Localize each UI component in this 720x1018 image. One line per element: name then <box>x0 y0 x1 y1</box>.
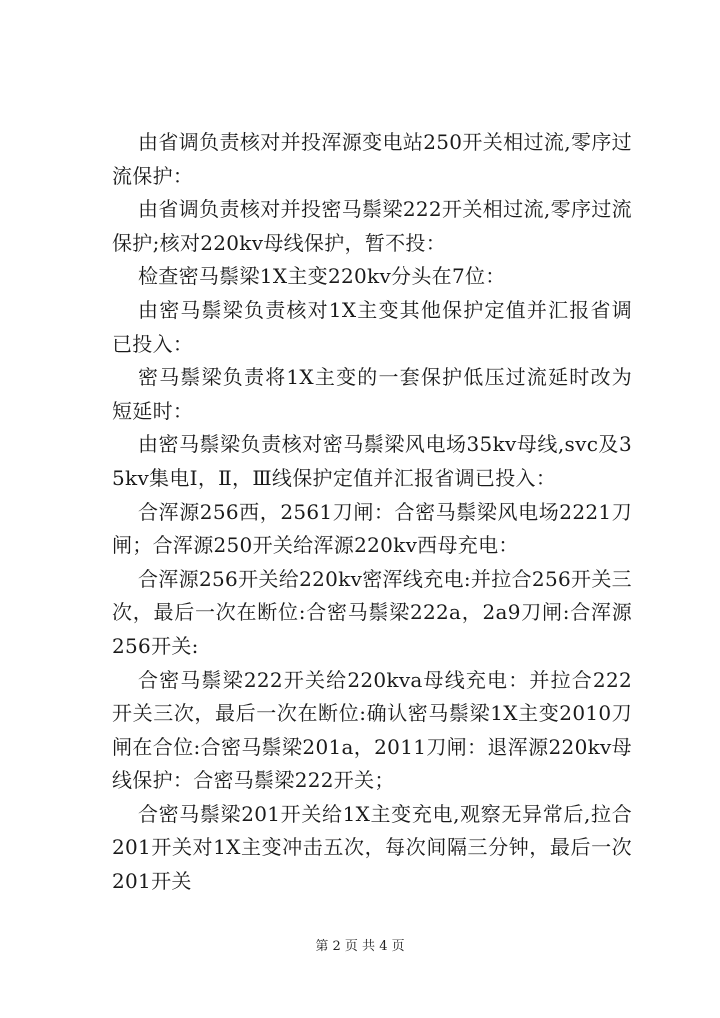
paragraph-8: 合浑源256开关给220kv密浑线充电:并拉合256开关三次，最后一次在断位:合密马鬃梁222a，2a9刀闸:合浑源256开关: <box>112 566 632 658</box>
paragraph-5: 密马鬃梁负责将1X主变的一套保护低压过流延时改为短延时： <box>112 365 632 423</box>
paragraph-4: 由密马鬃梁负责核对1X主变其他保护定值并汇报省调已投入： <box>112 297 632 356</box>
paragraph-6: 由密马鬃梁负责核对密马鬃梁风电场35kv母线,svc及35kv集电Ⅰ，Ⅱ，Ⅲ线保护定值并汇报省调已投入： <box>112 432 632 490</box>
paragraph-10: 合密马鬃梁201开关给1X主变充电,观察无异常后,拉合201开关对1X主变冲击五次，每次间隔三分钟，最后一次201开关 <box>112 801 632 894</box>
paragraph-7: 合浑源256西，2561刀闸：合密马鬃梁风电场2221刀闸；合浑源250开关给浑源220kv西母充电： <box>112 499 632 558</box>
paragraph-2: 由省调负责核对并投密马鬃梁222开关相过流,零序过流保护;核对220kv母线保护，暂不投： <box>112 197 632 255</box>
paragraph-9: 合密马鬃梁222开关给220kva母线充电：并拉合222开关三次，最后一次在断位:确认密马鬃梁1X主变2010刀闸在合位:合密马鬃梁201a，2011刀闸：退浑源220kv母线保护：合密马鬃梁222开关； <box>112 667 632 793</box>
paragraph-1: 由省调负责核对并投浑源变电站250开关相过流,零序过流保护： <box>112 130 632 188</box>
page-number-footer: 第 2 页 共 4 页 <box>315 939 405 954</box>
document-body <box>112 126 632 899</box>
paragraph-3: 检查密马鬃梁1X主变220kv分头在7位： <box>138 264 506 289</box>
